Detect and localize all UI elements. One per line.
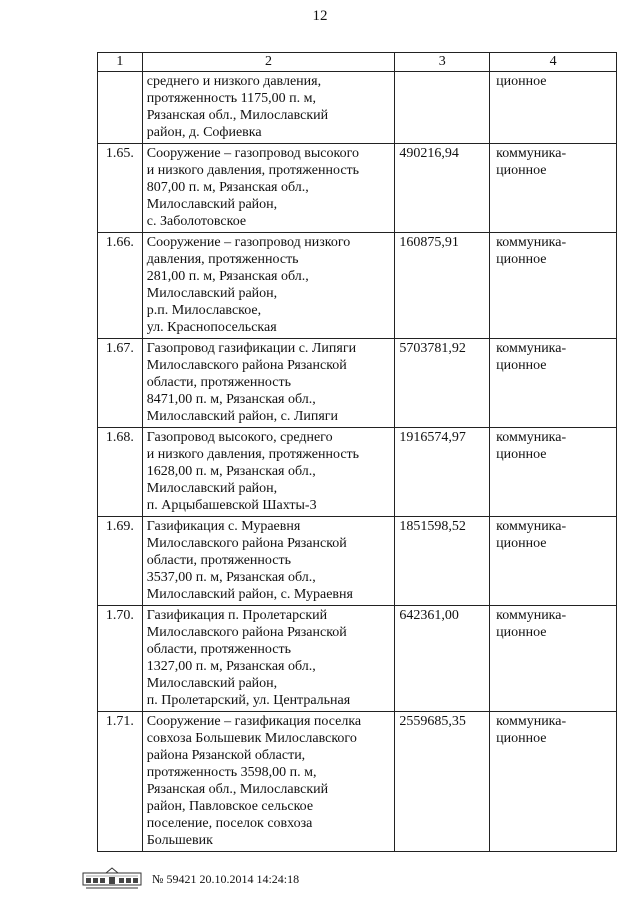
row-number: 1.65. — [98, 144, 143, 233]
table-header-row — [98, 53, 617, 72]
row-type: ционное — [490, 72, 617, 144]
table-body — [98, 72, 617, 852]
row-cost: 2559685,35 — [395, 712, 490, 852]
property-table — [97, 52, 617, 852]
table-row — [98, 72, 617, 144]
table-row — [98, 233, 617, 339]
row-type: коммуника- ционное — [490, 428, 617, 517]
row-type: коммуника- ционное — [490, 517, 617, 606]
row-type: коммуника- ционное — [490, 339, 617, 428]
row-cost: 490216,94 — [395, 144, 490, 233]
row-name: Сооружение – газификация поселка совхоза Большевик Милославского района Рязанской области, протяженность 3598,00 п. м, Рязанская обл., Милославский район, Павловское сельское поселение, поселок совхоза Большевик — [142, 712, 395, 852]
row-cost: 5703781,92 — [395, 339, 490, 428]
row-cost: 160875,91 — [395, 233, 490, 339]
row-cost: 1851598,52 — [395, 517, 490, 606]
header-col-1: 1 — [98, 53, 143, 72]
row-name: Сооружение – газопровод высокого и низкого давления, протяженность 807,00 п. м, Рязанская обл., Милославский район, с. Заболотовское — [142, 144, 395, 233]
row-number: 1.69. — [98, 517, 143, 606]
emblem-stamp-icon — [82, 867, 142, 891]
stamp-number-date: № 59421 20.10.2014 14:24:18 — [152, 871, 300, 886]
row-name: Газопровод газификации с. Липяги Милославского района Рязанской области, протяженность 8471,00 п. м, Рязанская обл., Милославский район, с. Липяги — [142, 339, 395, 428]
row-cost: 642361,00 — [395, 606, 490, 712]
row-cost — [395, 72, 490, 144]
table-row — [98, 712, 617, 852]
row-number: 1.68. — [98, 428, 143, 517]
row-name: Газификация п. Пролетарский Милославского района Рязанской области, протяженность 1327,00 п. м, Рязанская обл., Милославский район, п. Пролетарский, ул. Центральная — [142, 606, 395, 712]
row-type: коммуника- ционное — [490, 712, 617, 852]
row-number: 1.70. — [98, 606, 143, 712]
table-row — [98, 339, 617, 428]
table-row — [98, 428, 617, 517]
row-name: Газификация с. Мураевня Милославского района Рязанской области, протяженность 3537,00 п. м, Рязанская обл., Милославский район, с. Мураевня — [142, 517, 395, 606]
row-number — [98, 72, 143, 144]
row-name: среднего и низкого давления, протяженность 1175,00 п. м, Рязанская обл., Милославский район, д. Софиевка — [142, 72, 395, 144]
header-col-2: 2 — [142, 53, 395, 72]
table-row — [98, 606, 617, 712]
row-name: Газопровод высокого, среднего и низкого давления, протяженность 1628,00 п. м, Рязанская обл., Милославский район, п. Арцыбашевской Шахты-3 — [142, 428, 395, 517]
registration-stamp — [82, 866, 299, 892]
table-row — [98, 144, 617, 233]
table-row — [98, 517, 617, 606]
page-number: 12 — [312, 8, 328, 24]
row-number: 1.67. — [98, 339, 143, 428]
row-number: 1.66. — [98, 233, 143, 339]
header-col-3: 3 — [395, 53, 490, 72]
row-number: 1.71. — [98, 712, 143, 852]
row-type: коммуника- ционное — [490, 233, 617, 339]
row-type: коммуника- ционное — [490, 606, 617, 712]
row-type: коммуника- ционное — [490, 144, 617, 233]
row-name: Сооружение – газопровод низкого давления, протяженность 281,00 п. м, Рязанская обл., Милославский район, р.п. Милославское, ул. Краснопосельская — [142, 233, 395, 339]
row-cost: 1916574,97 — [395, 428, 490, 517]
header-col-4: 4 — [490, 53, 617, 72]
